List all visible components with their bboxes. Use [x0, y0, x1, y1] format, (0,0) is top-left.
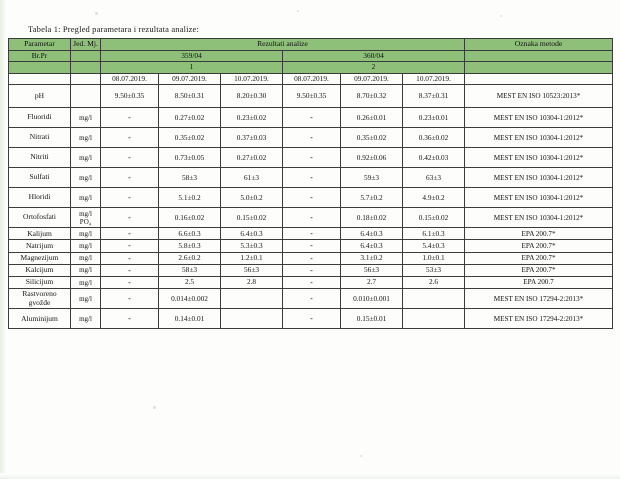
row-value: [221, 289, 283, 309]
row-value: 59±3: [341, 168, 403, 188]
row-value: 2.5: [159, 277, 221, 289]
row-parametar: Magnezijum: [9, 252, 71, 264]
row-jedinica: mg/l PO₄: [71, 208, 101, 228]
header-oznaka-metode: Oznaka metode: [465, 39, 613, 51]
table-header-row-index: [9, 62, 613, 74]
row-value: [403, 309, 465, 329]
header-sample-index-1: 1: [101, 62, 283, 74]
row-value: 56±3: [341, 264, 403, 276]
row-jedinica: [71, 85, 101, 108]
row-metoda: MEST EN ISO 10304-1:2012*: [465, 208, 613, 228]
row-value: 2.8: [221, 277, 283, 289]
row-value: 6.4±0.3: [341, 240, 403, 252]
header-protocol-1: 359/04: [101, 50, 283, 62]
header-parametar: Parametar: [9, 39, 71, 51]
table-row: [9, 168, 613, 188]
row-metoda: MEST EN ISO 10304-1:2012*: [465, 128, 613, 148]
row-metoda: MEST EN ISO 10304-1:2012*: [465, 148, 613, 168]
row-jedinica: mg/l: [71, 228, 101, 240]
row-value: 0.15±0.02: [221, 208, 283, 228]
row-value: 0.36±0.02: [403, 128, 465, 148]
row-metoda: MEST EN ISO 10523:2013*: [465, 85, 613, 108]
row-value: 5.0±0.2: [221, 188, 283, 208]
row-parametar: Sulfati: [9, 168, 71, 188]
scan-speck: [95, 12, 98, 15]
row-value: 0.23±0.01: [403, 108, 465, 128]
header-br-pr-unit-empty: [71, 50, 101, 62]
table-row: [9, 148, 613, 168]
row-metoda: MEST EN ISO 17294-2:2013*: [465, 289, 613, 309]
row-value: 0.73±0.05: [159, 148, 221, 168]
row-value: -: [101, 289, 159, 309]
row-parametar: pH: [9, 85, 71, 108]
row-value: 0.35±0.02: [159, 128, 221, 148]
table-row: [9, 228, 613, 240]
row-value: 5.3±0.3: [221, 240, 283, 252]
row-value: -: [101, 309, 159, 329]
row-value: -: [101, 264, 159, 276]
row-value: 53±3: [403, 264, 465, 276]
row-value: 6.4±0.3: [221, 228, 283, 240]
row-value: 0.15±0.01: [341, 309, 403, 329]
row-value: 0.23±0.02: [221, 108, 283, 128]
row-value: 4.9±0.2: [403, 188, 465, 208]
row-value: 0.26±0.01: [341, 108, 403, 128]
row-value: [403, 289, 465, 309]
row-value: 0.014±0.002: [159, 289, 221, 309]
header-jedinica: Jed. Mj.: [71, 39, 101, 51]
row-jedinica: mg/l: [71, 108, 101, 128]
row-value: 0.16±0.02: [159, 208, 221, 228]
page-bottom-edge: [0, 473, 620, 479]
table-row: [9, 309, 613, 329]
table-row: [9, 85, 613, 108]
row-metoda: EPA 200.7*: [465, 252, 613, 264]
header-date-6: 10.07.2019.: [403, 73, 465, 84]
header-sample-index-2: 2: [283, 62, 465, 74]
row-parametar: Silicijum: [9, 277, 71, 289]
row-value: 0.14±0.01: [159, 309, 221, 329]
row-jedinica: mg/l: [71, 277, 101, 289]
table-header-row-1: [9, 39, 613, 51]
row-metoda: EPA 200.7*: [465, 264, 613, 276]
table-row: [9, 108, 613, 128]
row-value: -: [283, 108, 341, 128]
header-index-blank-unit: [71, 62, 101, 74]
row-value: [221, 309, 283, 329]
row-value: 6.1±0.3: [403, 228, 465, 240]
row-value: 58±3: [159, 264, 221, 276]
table-row: [9, 208, 613, 228]
row-value: 0.010±0.001: [341, 289, 403, 309]
header-date-1: 08.07.2019.: [101, 73, 159, 84]
row-value: -: [283, 228, 341, 240]
row-value: -: [101, 108, 159, 128]
row-value: 0.18±0.02: [341, 208, 403, 228]
row-jedinica: mg/l: [71, 309, 101, 329]
row-value: 1.2±0.1: [221, 252, 283, 264]
header-date-3: 10.07.2019.: [221, 73, 283, 84]
row-value: -: [101, 252, 159, 264]
row-parametar: Hloridi: [9, 188, 71, 208]
row-value: 3.1±0.2: [341, 252, 403, 264]
row-jedinica: mg/l: [71, 148, 101, 168]
table-row: [9, 289, 613, 309]
row-value: 8.50±0.31: [159, 85, 221, 108]
row-metoda: EPA 200.7*: [465, 240, 613, 252]
row-parametar: Ortofosfati: [9, 208, 71, 228]
row-value: 0.27±0.02: [221, 148, 283, 168]
row-value: -: [283, 128, 341, 148]
row-jedinica: mg/l: [71, 289, 101, 309]
row-metoda: EPA 200.7*: [465, 228, 613, 240]
row-value: 2.6: [403, 277, 465, 289]
row-value: 8.20±0.30: [221, 85, 283, 108]
row-value: 9.50±0.35: [101, 85, 159, 108]
table-caption: Tabela 1: Pregled parametara i rezultata analize:: [28, 24, 199, 34]
row-parametar: Rastvoreno gvožđe: [9, 289, 71, 309]
scan-speck: [360, 455, 362, 457]
header-br-pr: Br.Pr: [9, 50, 71, 62]
row-value: 5.8±0.3: [159, 240, 221, 252]
header-date-2: 09.07.2019.: [159, 73, 221, 84]
row-value: 6.6±0.3: [159, 228, 221, 240]
row-metoda: MEST EN ISO 10304-1:2012*: [465, 108, 613, 128]
row-value: -: [101, 228, 159, 240]
row-jedinica: mg/l: [71, 252, 101, 264]
scan-speck: [297, 10, 299, 12]
analysis-table-container: [8, 38, 612, 329]
table-row: [9, 264, 613, 276]
row-jedinica: mg/l: [71, 128, 101, 148]
row-value: 1.0±0.1: [403, 252, 465, 264]
row-parametar: Aluminijum: [9, 309, 71, 329]
table-row: [9, 128, 613, 148]
table-header-row-protocol: [9, 50, 613, 62]
header-date-blank-unit: [71, 73, 101, 84]
row-value: 2.7: [341, 277, 403, 289]
header-date-5: 09.07.2019.: [341, 73, 403, 84]
row-metoda: MEST EN ISO 10304-1:2012*: [465, 168, 613, 188]
row-value: -: [283, 252, 341, 264]
header-method-empty-2: [465, 62, 613, 74]
row-value: 63±3: [403, 168, 465, 188]
row-value: -: [101, 148, 159, 168]
row-value: -: [101, 208, 159, 228]
table-header-row-dates: [9, 73, 613, 84]
row-value: 5.7±0.2: [341, 188, 403, 208]
row-value: 0.15±0.02: [403, 208, 465, 228]
row-value: 0.92±0.06: [341, 148, 403, 168]
row-value: 2.6±0.2: [159, 252, 221, 264]
row-value: 0.35±0.02: [341, 128, 403, 148]
page-left-edge: [0, 0, 7, 479]
row-value: -: [283, 208, 341, 228]
header-date-blank-param: [9, 73, 71, 84]
row-parametar: Nitriti: [9, 148, 71, 168]
row-value: -: [101, 240, 159, 252]
row-value: -: [283, 277, 341, 289]
row-parametar: Kalcijum: [9, 264, 71, 276]
row-value: 0.27±0.02: [159, 108, 221, 128]
row-value: -: [283, 148, 341, 168]
row-value: 0.37±0.03: [221, 128, 283, 148]
row-value: 5.4±0.3: [403, 240, 465, 252]
scan-speck: [153, 406, 156, 409]
row-value: 0.42±0.03: [403, 148, 465, 168]
row-value: 56±3: [221, 264, 283, 276]
row-value: -: [101, 188, 159, 208]
table-row: [9, 240, 613, 252]
row-metoda: MEST EN ISO 17294-2:2013*: [465, 309, 613, 329]
row-value: -: [283, 289, 341, 309]
row-parametar: Nitrati: [9, 128, 71, 148]
row-value: 61±3: [221, 168, 283, 188]
header-rezultati: Rezultati analize: [101, 39, 465, 51]
row-value: -: [101, 277, 159, 289]
row-jedinica: mg/l: [71, 188, 101, 208]
row-jedinica: mg/l: [71, 240, 101, 252]
table-row: [9, 188, 613, 208]
row-metoda: MEST EN ISO 10304-1:2012*: [465, 188, 613, 208]
row-value: -: [283, 240, 341, 252]
row-parametar: Kalijum: [9, 228, 71, 240]
row-value: -: [283, 168, 341, 188]
row-value: -: [283, 264, 341, 276]
header-date-4: 08.07.2019.: [283, 73, 341, 84]
scan-speck: [500, 15, 502, 17]
row-value: 8.70±0.32: [341, 85, 403, 108]
analysis-table: [8, 38, 613, 329]
row-value: -: [283, 309, 341, 329]
row-value: -: [101, 128, 159, 148]
header-index-blank: [9, 62, 71, 74]
row-value: -: [283, 188, 341, 208]
table-row: [9, 252, 613, 264]
row-parametar: Natrijum: [9, 240, 71, 252]
header-protocol-2: 360/04: [283, 50, 465, 62]
row-parametar: Fluoridi: [9, 108, 71, 128]
row-value: 9.50±0.35: [283, 85, 341, 108]
header-method-empty-3: [465, 73, 613, 84]
header-method-empty-1: [465, 50, 613, 62]
row-jedinica: mg/l: [71, 168, 101, 188]
analysis-table-body: [9, 85, 613, 329]
row-metoda: EPA 200.7: [465, 277, 613, 289]
row-value: 58±3: [159, 168, 221, 188]
table-row: [9, 277, 613, 289]
row-value: 8.37±0.31: [403, 85, 465, 108]
row-value: 5.1±0.2: [159, 188, 221, 208]
row-value: -: [101, 168, 159, 188]
row-value: 6.4±0.3: [341, 228, 403, 240]
row-jedinica: mg/l: [71, 264, 101, 276]
